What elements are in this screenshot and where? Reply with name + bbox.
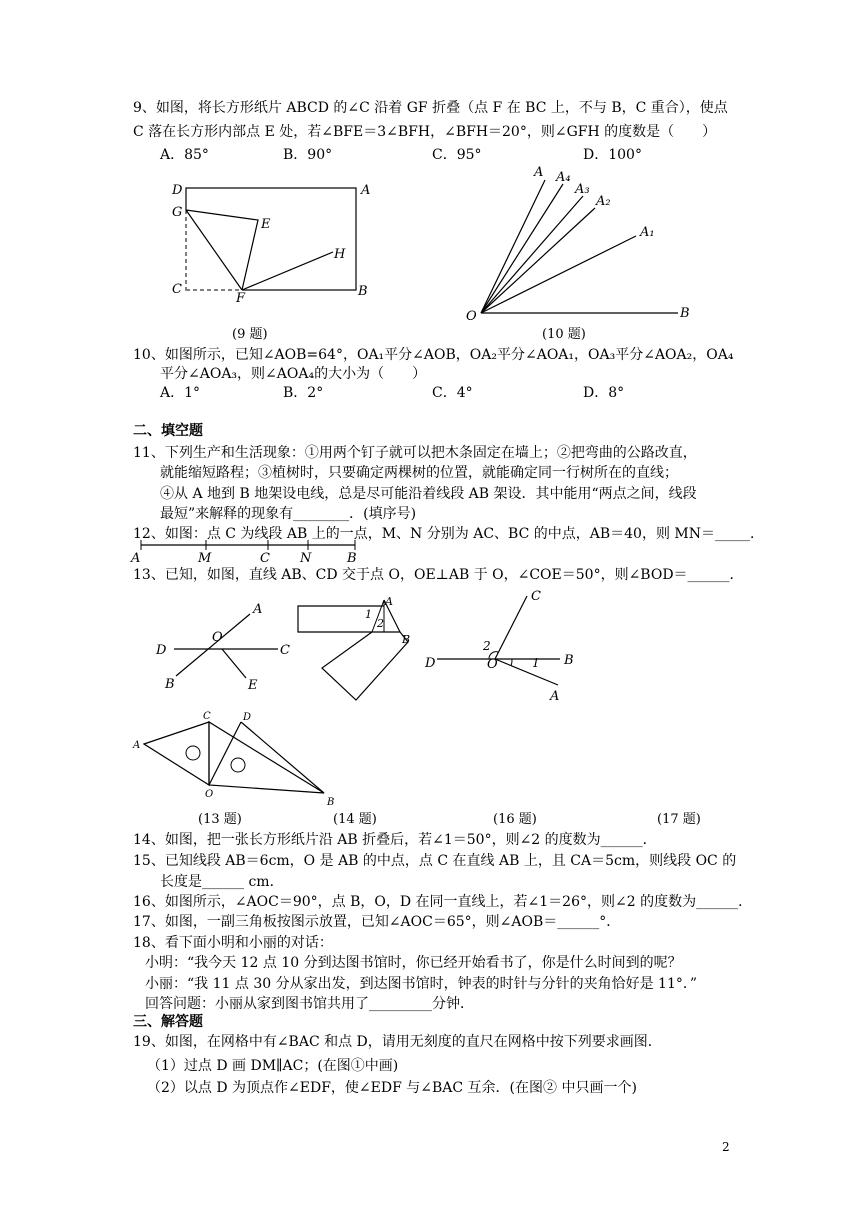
- q16-label-c: C: [531, 589, 541, 604]
- q11-line4: 最短”来解释的现象有________．(填序号): [160, 506, 417, 522]
- q9-label-a: A: [361, 183, 371, 198]
- q12-line: 12、如图：点 C 为线段 AB 上的一点，M、N 分别为 AC、BC 的中点，AB＝40，则 MN＝_____．: [133, 526, 764, 542]
- q14-label-a: A: [385, 595, 393, 608]
- q9-line2: C 落在长方形内部点 E 处，若∠BFE＝3∠BFH，∠BFH＝20°，则∠GFH 的度数是（ ）: [133, 124, 717, 140]
- caption-14: (14 题): [333, 812, 377, 827]
- q14-label-b: B: [402, 633, 411, 646]
- q18-line2: 小明：“我今天 12 点 10 分到达图书馆时，你已经开始看书了，你是什么时间到的呢？: [145, 955, 682, 971]
- q12-label-a: A: [131, 551, 141, 566]
- q13-label-o: O: [212, 630, 223, 645]
- q10-option-c: C．4°: [432, 385, 473, 401]
- q10-label-a3: A₃: [575, 182, 590, 197]
- page-number: 2: [722, 1140, 730, 1154]
- q17-line: 17、如图，一副三角板按图示放置，已知∠AOC＝65°，则∠AOB＝______°．: [133, 914, 621, 930]
- caption-9: (9 题): [232, 327, 268, 342]
- q18-line1: 18、看下面小明和小丽的对话：: [133, 935, 333, 951]
- caption-16: (16 题): [493, 812, 537, 827]
- q9-label-b: B: [358, 284, 368, 299]
- q10-option-b: B．2°: [283, 385, 324, 401]
- q12-label-c: C: [260, 551, 270, 566]
- q16-label-angle2: 2: [483, 639, 491, 653]
- q10-line2: 平分∠AOA₃，则∠AOA₄的大小为（ ）: [160, 366, 427, 382]
- q14-line: 14、如图，把一张长方形纸片沿 AB 折叠后，若∠1＝50°，则∠2 的度数为______．: [133, 832, 657, 848]
- q10-label-o: O: [466, 309, 477, 324]
- caption-13: (13 题): [198, 812, 242, 827]
- q17-label-o: O: [205, 789, 214, 800]
- q15-line1: 15、已知线段 AB＝6cm，O 是 AB 的中点，点 C 在直线 AB 上，且 CA＝5cm，则线段 OC 的: [133, 853, 737, 869]
- q16-label-d: D: [425, 656, 436, 671]
- q12-label-b: B: [347, 551, 357, 566]
- section-fill-in: 二、填空题: [133, 423, 203, 439]
- q19-line2: （1）过点 D 画 DM∥AC；(在图①中画): [147, 1058, 399, 1074]
- q11-line3: ④从 A 地到 B 地架设电线，总是尽可能沿着线段 AB 架设．其中能用“两点之间，线段: [160, 486, 697, 502]
- q13-label-c: C: [280, 643, 290, 658]
- q16-label-angle1: 1: [532, 656, 540, 670]
- q14-label-angle1: 1: [365, 608, 372, 621]
- q9-option-d: D．100°: [583, 147, 642, 163]
- q9-label-d: D: [172, 183, 183, 198]
- q10-option-d: D．8°: [583, 385, 625, 401]
- caption-17: (17 题): [657, 812, 701, 827]
- q18-line3: 小丽：“我 11 点 30 分从家出发，到达图书馆时，钟表的时针与分针的夹角恰好是 11°．”: [145, 976, 698, 992]
- q17-label-a: A: [133, 740, 141, 751]
- q17-label-c: C: [203, 711, 211, 722]
- section-solutions: 三、解答题: [133, 1014, 203, 1030]
- q10-label-a4: A₄: [556, 170, 571, 185]
- q17-label-d: D: [243, 712, 252, 723]
- caption-10: (10 题): [542, 327, 586, 342]
- q9-option-c: C．95°: [432, 147, 482, 163]
- q11-line2: 就能缩短路程；③植树时，只要确定两棵树的位置，就能确定同一行树所在的直线；: [160, 465, 678, 481]
- q9-label-e: E: [261, 217, 271, 232]
- q9-label-g: G: [172, 205, 183, 220]
- q10-option-a: A．1°: [160, 385, 201, 401]
- q9-option-a: A．85°: [160, 147, 209, 163]
- q10-label-a2: A₂: [596, 194, 611, 209]
- q10-label-b: B: [680, 306, 690, 321]
- q14-label-angle2: 2: [377, 617, 384, 630]
- q9-option-b: B．90°: [283, 147, 333, 163]
- q16-label-a: A: [550, 689, 560, 704]
- q12-label-n: N: [300, 551, 312, 566]
- q13-label-d: D: [156, 643, 167, 658]
- q12-label-m: M: [198, 551, 212, 566]
- q15-line2: 长度是______ cm．: [160, 874, 284, 890]
- q11-line1: 11、下列生产和生活现象：①用两个钉子就可以把木条固定在墙上；②把弯曲的公路改直，: [133, 445, 697, 461]
- q13-line: 13、已知，如图，直线 AB、CD 交于点 O，OE⊥AB 于 O，∠COE＝50°，则∠BOD＝______．: [133, 567, 744, 583]
- q9-label-h: H: [334, 247, 346, 262]
- q9-label-c: C: [172, 282, 182, 297]
- q9-line1: 9、如图，将长方形纸片 ABCD 的∠C 沿着 GF 折叠（点 F 在 BC 上，不与 B，C 重合），使点: [133, 100, 728, 116]
- q16-label-o: O: [487, 657, 498, 672]
- q17-label-b: B: [327, 797, 335, 808]
- q16-label-b: B: [564, 653, 574, 668]
- q13-label-e: E: [248, 678, 258, 693]
- q19-line1: 19、如图，在网格中有∠BAC 和点 D，请用无刻度的直尺在网格中按下列要求画图．: [133, 1034, 662, 1050]
- q13-label-b: B: [165, 677, 175, 692]
- q10-line1: 10、如图所示，已知∠AOB=64°，OA₁平分∠AOB，OA₂平分∠AOA₁，OA₃平分∠AOA₂，OA₄: [133, 347, 734, 363]
- q9-label-f: F: [236, 291, 246, 306]
- q16-line: 16、如图所示，∠AOC＝90°，点 B，O，D 在同一直线上，若∠1＝26°，则∠2 的度数为______．: [133, 894, 753, 910]
- q18-line4: 回答问题：小丽从家到图书馆共用了_________分钟．: [145, 996, 474, 1012]
- q13-label-a: A: [253, 602, 263, 617]
- q10-label-a1: A₁: [640, 225, 655, 240]
- q19-line3: （2）以点 D 为顶点作∠EDF，使∠EDF 与∠BAC 互余．(在图② 中只画一个): [147, 1080, 637, 1096]
- q10-label-a: A: [534, 165, 544, 180]
